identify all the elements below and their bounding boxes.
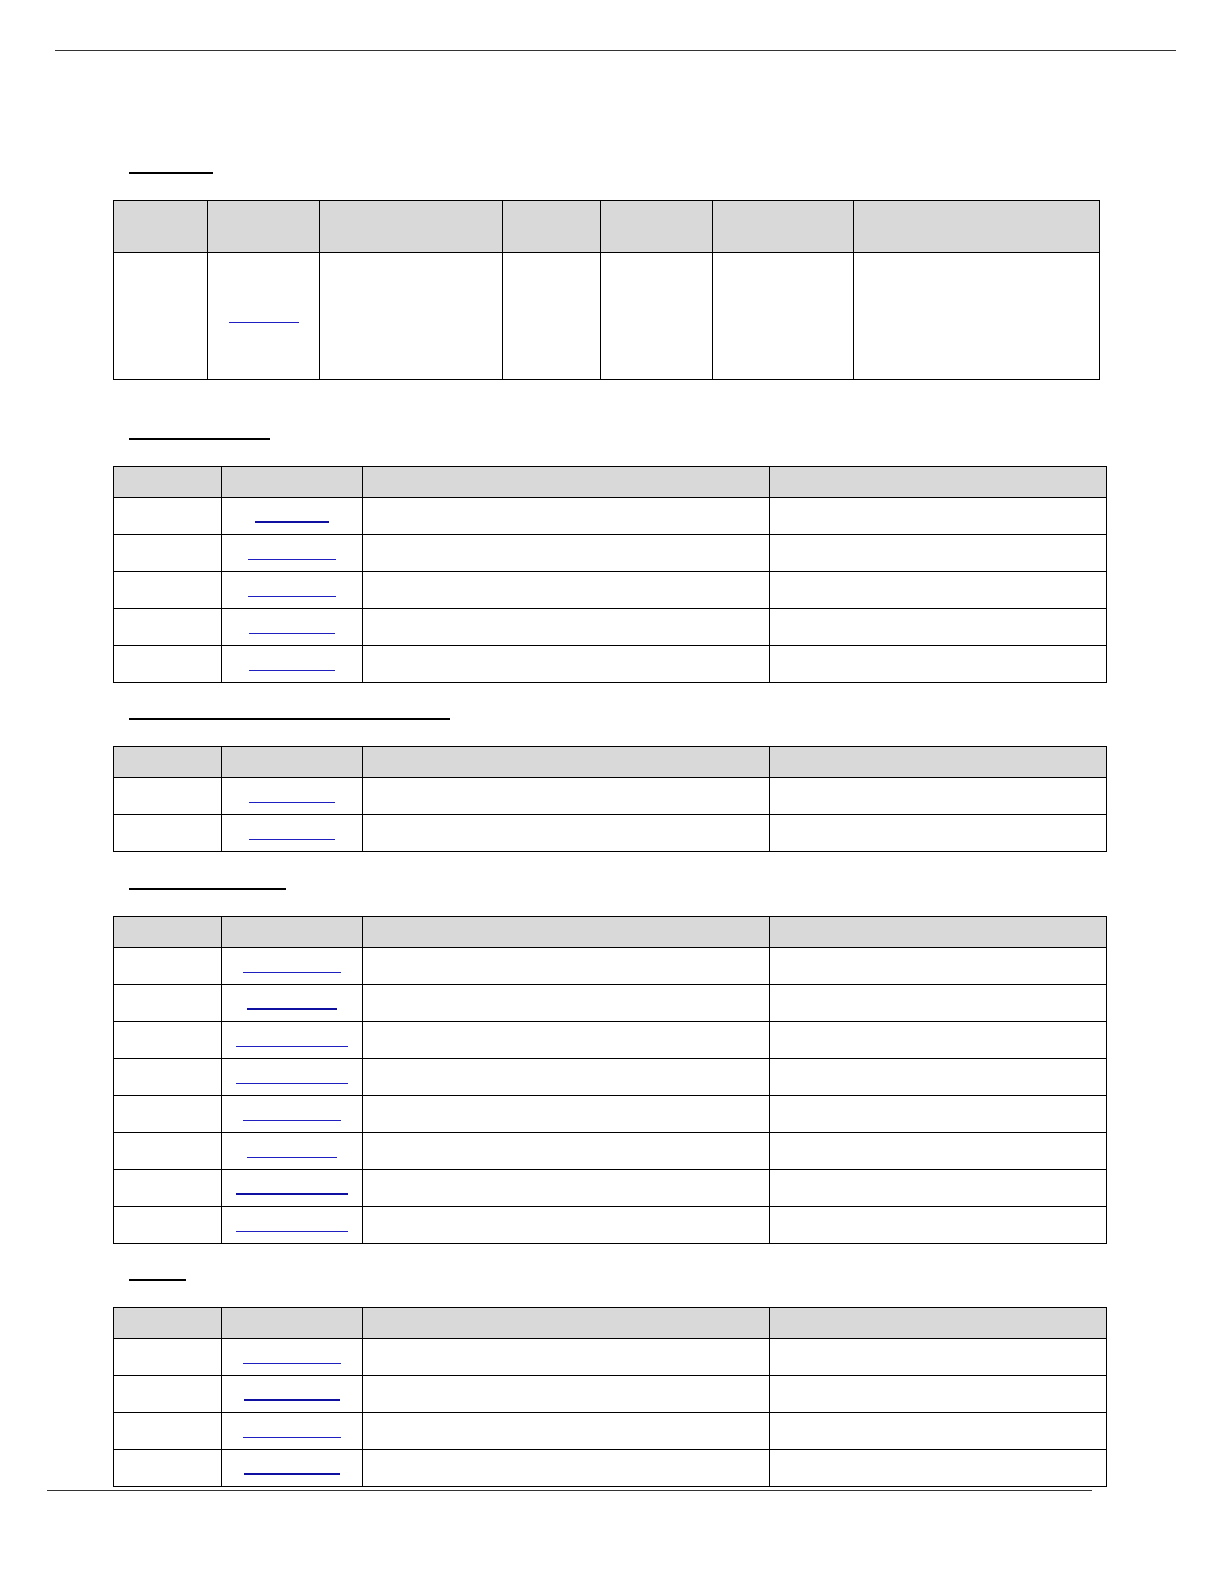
document-link[interactable] [249, 658, 335, 671]
table-row [114, 1133, 1107, 1170]
column-header [320, 201, 503, 253]
table-cell [222, 646, 363, 683]
table-cell [114, 1339, 222, 1376]
table-cell [114, 646, 222, 683]
table-cell [114, 778, 222, 815]
document-link[interactable] [236, 1034, 348, 1047]
table-row [114, 646, 1107, 683]
table-cell [114, 948, 222, 985]
document-link[interactable] [244, 1387, 340, 1401]
column-header [363, 917, 770, 948]
table-cell [222, 1413, 363, 1450]
table-cell [770, 646, 1107, 683]
section-table-3 [113, 746, 1107, 852]
table-cell [114, 609, 222, 646]
column-header [114, 917, 222, 948]
table-cell [363, 646, 770, 683]
table-cell [114, 1096, 222, 1133]
column-header [222, 467, 363, 498]
table-cell [503, 253, 601, 380]
table-row [114, 948, 1107, 985]
table-cell [114, 1207, 222, 1244]
table-cell [770, 1413, 1107, 1450]
column-header [770, 917, 1107, 948]
table-cell [222, 535, 363, 572]
section-table-4 [113, 916, 1107, 1244]
table-cell [363, 1376, 770, 1413]
table-cell [222, 1207, 363, 1244]
document-link[interactable] [249, 827, 335, 840]
table-cell [222, 1170, 363, 1207]
table-row [114, 1170, 1107, 1207]
table-cell [114, 1413, 222, 1450]
section-table-5 [113, 1307, 1107, 1487]
table-row [114, 1450, 1107, 1487]
table-cell [363, 815, 770, 852]
section-heading-5 [129, 1279, 186, 1281]
table-row [114, 1413, 1107, 1450]
table-row [114, 609, 1107, 646]
document-link[interactable] [236, 1181, 348, 1195]
table-cell [854, 253, 1100, 380]
table-cell [363, 778, 770, 815]
table-cell [222, 815, 363, 852]
table-cell [770, 1207, 1107, 1244]
table-row [114, 1376, 1107, 1413]
table-cell [222, 1096, 363, 1133]
document-link[interactable] [243, 960, 341, 973]
table-cell [363, 1450, 770, 1487]
column-header [770, 747, 1107, 778]
table-cell [363, 572, 770, 609]
section-heading-2 [129, 438, 270, 440]
document-link[interactable] [249, 621, 335, 634]
table-cell [114, 535, 222, 572]
table-cell [363, 1170, 770, 1207]
table-cell [222, 498, 363, 535]
table-row [114, 1022, 1107, 1059]
column-header [770, 467, 1107, 498]
document-link[interactable] [247, 1145, 337, 1158]
table-header-row [114, 201, 1100, 253]
table-header-row [114, 747, 1107, 778]
document-link[interactable] [236, 1219, 348, 1232]
table-header-row [114, 917, 1107, 948]
column-header [363, 1308, 770, 1339]
table-cell [222, 1059, 363, 1096]
table-cell [713, 253, 854, 380]
table-row [114, 535, 1107, 572]
table-cell [222, 1022, 363, 1059]
table-cell [114, 572, 222, 609]
table-cell [363, 1096, 770, 1133]
table-cell [363, 1339, 770, 1376]
column-header [363, 747, 770, 778]
table-cell [222, 609, 363, 646]
table-row [114, 985, 1107, 1022]
table-cell [114, 253, 208, 380]
table-cell [363, 1133, 770, 1170]
section-table-1 [113, 200, 1100, 380]
column-header [114, 467, 222, 498]
table-row [114, 253, 1100, 380]
column-header [114, 1308, 222, 1339]
table-cell [770, 535, 1107, 572]
table-cell [114, 1059, 222, 1096]
table-cell [114, 815, 222, 852]
table-row [114, 498, 1107, 535]
table-cell [770, 778, 1107, 815]
section-table-2 [113, 466, 1107, 683]
table-cell [222, 778, 363, 815]
document-link[interactable] [229, 310, 299, 323]
table-cell [363, 985, 770, 1022]
document-link[interactable] [255, 509, 329, 523]
column-header [363, 467, 770, 498]
table-cell [601, 253, 713, 380]
table-cell [363, 1022, 770, 1059]
table-cell [222, 1133, 363, 1170]
column-header [208, 201, 320, 253]
table-row [114, 1096, 1107, 1133]
column-header [114, 747, 222, 778]
document-link[interactable] [243, 1425, 341, 1438]
column-header [114, 201, 208, 253]
table-cell [320, 253, 503, 380]
table-cell [114, 1376, 222, 1413]
table-header-row [114, 467, 1107, 498]
table-cell [770, 609, 1107, 646]
document-link[interactable] [248, 547, 336, 560]
document-link[interactable] [243, 1108, 341, 1121]
header-rule [55, 50, 1176, 51]
column-header [713, 201, 854, 253]
table-cell [770, 498, 1107, 535]
table-cell [114, 1170, 222, 1207]
table-cell [222, 1376, 363, 1413]
table-row [114, 778, 1107, 815]
table-row [114, 1339, 1107, 1376]
document-link[interactable] [249, 790, 335, 803]
section-heading-4 [129, 888, 286, 890]
table-cell [222, 985, 363, 1022]
table-cell [770, 572, 1107, 609]
table-cell [363, 1413, 770, 1450]
table-cell [770, 1376, 1107, 1413]
document-link[interactable] [244, 1461, 340, 1475]
document-link[interactable] [236, 1071, 348, 1084]
table-cell [222, 572, 363, 609]
table-cell [363, 535, 770, 572]
table-row [114, 572, 1107, 609]
column-header [222, 917, 363, 948]
document-link[interactable] [243, 1351, 341, 1364]
table-cell [770, 1170, 1107, 1207]
column-header [222, 747, 363, 778]
table-cell [222, 1339, 363, 1376]
table-cell [222, 1450, 363, 1487]
column-header [770, 1308, 1107, 1339]
footer-rule [47, 1490, 1092, 1491]
table-cell [363, 1059, 770, 1096]
table-cell [222, 948, 363, 985]
table-cell [114, 1133, 222, 1170]
table-cell [114, 498, 222, 535]
table-cell [208, 253, 320, 380]
table-cell [114, 1450, 222, 1487]
table-header-row [114, 1308, 1107, 1339]
column-header [222, 1308, 363, 1339]
table-cell [770, 815, 1107, 852]
table-cell [770, 1059, 1107, 1096]
table-cell [770, 1450, 1107, 1487]
table-cell [114, 1022, 222, 1059]
document-link[interactable] [247, 996, 337, 1010]
table-cell [770, 1339, 1107, 1376]
column-header [503, 201, 601, 253]
table-cell [363, 1207, 770, 1244]
table-cell [770, 1133, 1107, 1170]
table-row [114, 1207, 1107, 1244]
table-cell [770, 1096, 1107, 1133]
table-cell [363, 948, 770, 985]
table-cell [770, 985, 1107, 1022]
table-row [114, 1059, 1107, 1096]
table-row [114, 815, 1107, 852]
document-link[interactable] [248, 584, 336, 597]
section-heading-1 [129, 172, 213, 174]
column-header [601, 201, 713, 253]
table-cell [114, 985, 222, 1022]
table-cell [770, 1022, 1107, 1059]
table-cell [363, 609, 770, 646]
column-header [854, 201, 1100, 253]
section-heading-3 [129, 718, 450, 720]
table-cell [770, 948, 1107, 985]
table-cell [363, 498, 770, 535]
